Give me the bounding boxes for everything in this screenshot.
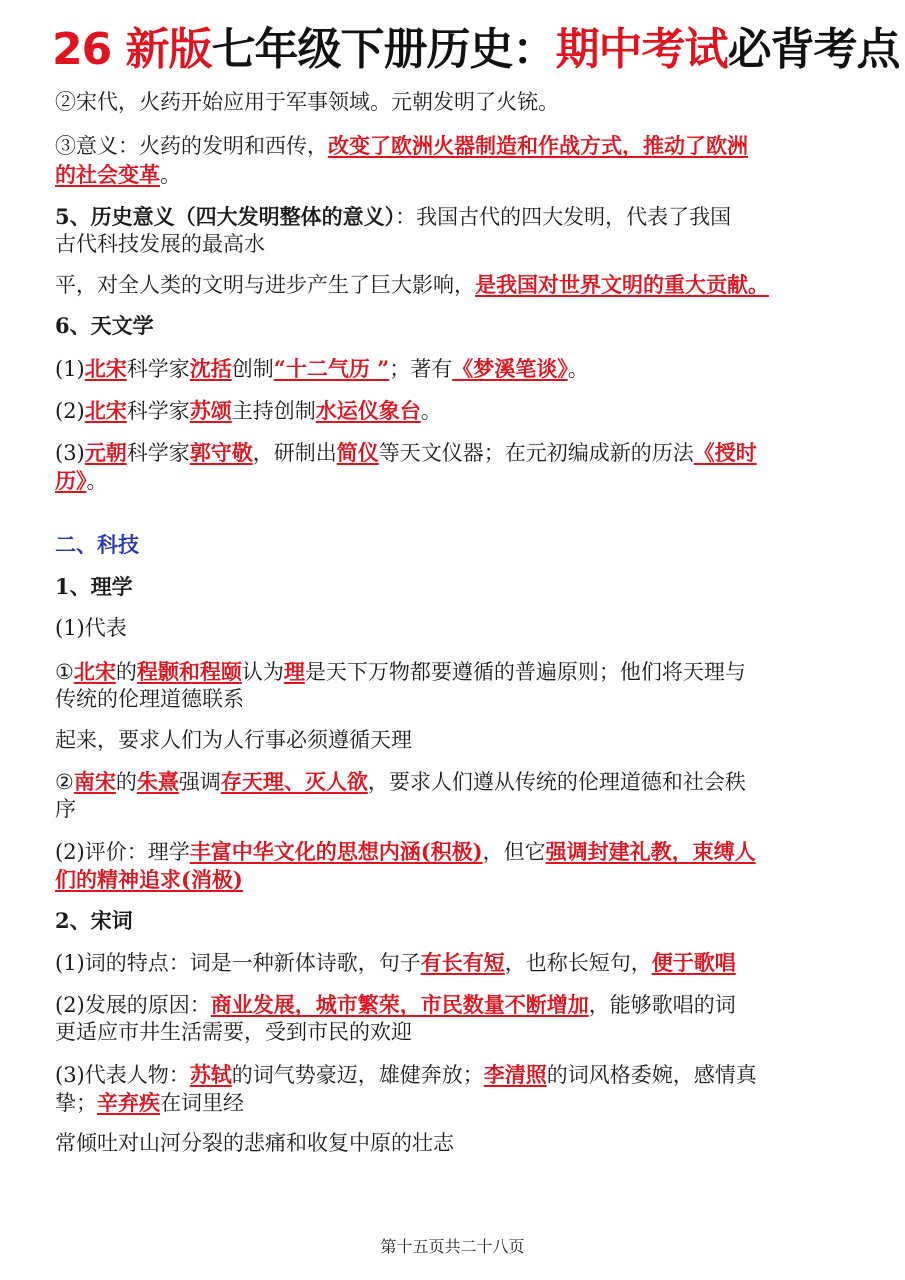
page-number: 第十五页共二十八页: [380, 1237, 525, 1256]
significance-line-2: 古代科技发展的最高水: [55, 232, 265, 256]
text: 在词里经: [160, 1091, 244, 1115]
lixue-rep-2: [55, 767, 855, 797]
key-point: 水运仪象台: [315, 398, 421, 423]
text: ：我国古代的四大发明，代表了我国: [395, 205, 732, 229]
title-suffix: 必背考点: [727, 24, 900, 75]
astronomy-item-3: [55, 438, 855, 468]
key-point: 存天理、灭人欲: [220, 769, 368, 794]
text: ②: [55, 770, 74, 794]
title-year: 26 新版: [52, 24, 212, 75]
text: 的词气势豪迈，雄健奔放；: [231, 1063, 484, 1087]
text: (3)代表人物：: [55, 1063, 190, 1087]
key-point: 程颢和程颐: [136, 659, 242, 684]
key-point: 苏颂: [189, 398, 232, 423]
text: 科学家: [126, 441, 190, 465]
gunpowder-significance-line-2: [55, 160, 855, 190]
text: 的词风格委婉，感情真: [546, 1063, 757, 1087]
key-point: 苏轼: [189, 1062, 232, 1087]
gunpowder-significance-line: [55, 131, 855, 161]
key-point: 强调封建礼教，束缚人: [545, 839, 756, 864]
gunpowder-song-line: ②宋代，火药开始应用于军事领域。元朝发明了火铳。: [55, 90, 559, 114]
text: (1)词的特点：词是一种新体诗歌，句子: [55, 951, 421, 975]
text: 主持创制: [231, 399, 316, 423]
key-point: 便于歌唱: [651, 950, 736, 975]
lixue-evaluation-cont: [55, 865, 855, 895]
text: ，研制出: [252, 441, 337, 465]
key-point: 有长有短: [420, 950, 505, 975]
text: 是天下万物都要遵循的普遍原则；他们将天理与: [304, 660, 746, 684]
key-point: “十二气历 ”: [273, 356, 390, 381]
lixue-rep-1-cont: 传统的伦理道德联系: [55, 687, 244, 711]
text: (2)评价：理学: [55, 840, 190, 864]
text: 认为: [241, 660, 284, 684]
text: 科学家: [126, 399, 190, 423]
representative-label: (1)代表: [55, 616, 127, 640]
title-exam: 期中考试: [555, 24, 728, 75]
text: ，但它: [482, 840, 546, 864]
key-point: 们的精神追求(消极): [55, 867, 243, 892]
text: (2)发展的原因：: [55, 993, 211, 1017]
songci-figures: [55, 1060, 855, 1090]
text: (2): [55, 399, 85, 423]
text: 。: [86, 469, 108, 493]
text: ，要求人们遵从传统的伦理道德和社会秩: [367, 770, 746, 794]
key-point: 《授时: [693, 440, 757, 465]
key-point: 沈括: [189, 356, 232, 381]
text: (1): [55, 357, 85, 381]
text: 挚；: [55, 1091, 97, 1115]
key-point: 简仪: [336, 440, 379, 465]
title-subject: 七年级下册历史：: [211, 24, 556, 75]
key-point: 辛弃疾: [97, 1090, 160, 1115]
key-point: 郭守敬: [189, 440, 253, 465]
astronomy-item-2: [55, 396, 855, 426]
key-point: 元朝: [84, 440, 127, 465]
text: 平，对全人类的文明与进步产生了巨大影响，: [55, 273, 475, 297]
key-point: 是我国对世界文明的重大贡献。: [475, 272, 769, 297]
key-point: 丰富中华文化的思想内涵(积极): [189, 839, 483, 864]
astronomy-heading: 6、天文学: [55, 313, 154, 338]
text: 。: [567, 357, 589, 381]
astronomy-item-3-cont: [55, 466, 855, 496]
songci-heading: 2、宋词: [55, 908, 133, 933]
lixue-heading: 1、理学: [55, 574, 133, 599]
key-point: 北宋: [73, 659, 116, 684]
lixue-rep-1: [55, 657, 855, 687]
text: 科学家: [126, 357, 190, 381]
section-heading: 二、科技: [55, 532, 139, 557]
songci-figures-cont: [55, 1088, 855, 1118]
significance-line-3: [55, 270, 855, 300]
key-point: 《梦溪笔谈》: [452, 356, 568, 381]
key-point: 商业发展，城市繁荣，市民数量不断增加: [210, 992, 589, 1017]
lixue-evaluation: [55, 837, 855, 867]
key-point: 南宋: [73, 769, 116, 794]
key-point: 北宋: [84, 356, 127, 381]
key-point: 北宋: [84, 398, 127, 423]
text: ③意义：火药的发明和西传，: [55, 134, 328, 158]
key-point: 理: [283, 659, 305, 684]
page-title: [52, 20, 900, 80]
text: ；著有: [389, 357, 453, 381]
key-point: 改变了欧洲火器制造和作战方式，推动了欧洲: [328, 133, 748, 158]
text: ，能够歌唱的词: [588, 993, 736, 1017]
text: 的: [115, 770, 137, 794]
key-point: 历》: [55, 468, 87, 493]
songci-features: [55, 948, 855, 978]
songci-causes: [55, 990, 855, 1020]
songci-figures-cont-2: 常倾吐对山河分裂的悲痛和收复中原的壮志: [55, 1131, 454, 1155]
key-point: 朱熹: [136, 769, 179, 794]
key-point: 李清照: [483, 1062, 547, 1087]
key-point: 的社会变革: [55, 162, 160, 187]
text: 创制: [231, 357, 274, 381]
text: 等天文仪器；在元初编成新的历法: [378, 441, 694, 465]
text: 的: [115, 660, 137, 684]
text: ①: [55, 660, 74, 684]
lixue-rep-1-cont-2: 起来，要求人们为人行事必须遵循天理: [55, 728, 412, 752]
text: 。: [420, 399, 442, 423]
astronomy-item-1: [55, 354, 855, 384]
text: (3): [55, 441, 85, 465]
songci-causes-cont: 更适应市井生活需要，受到市民的欢迎: [55, 1020, 412, 1044]
text: 强调: [178, 770, 221, 794]
subsection-heading: 5、历史意义（四大发明整体的意义）: [55, 204, 396, 229]
lixue-rep-2-cont: 序: [55, 797, 76, 821]
significance-line-1: [55, 202, 855, 232]
text: ，也称长短句，: [504, 951, 652, 975]
text: 。: [160, 163, 181, 187]
